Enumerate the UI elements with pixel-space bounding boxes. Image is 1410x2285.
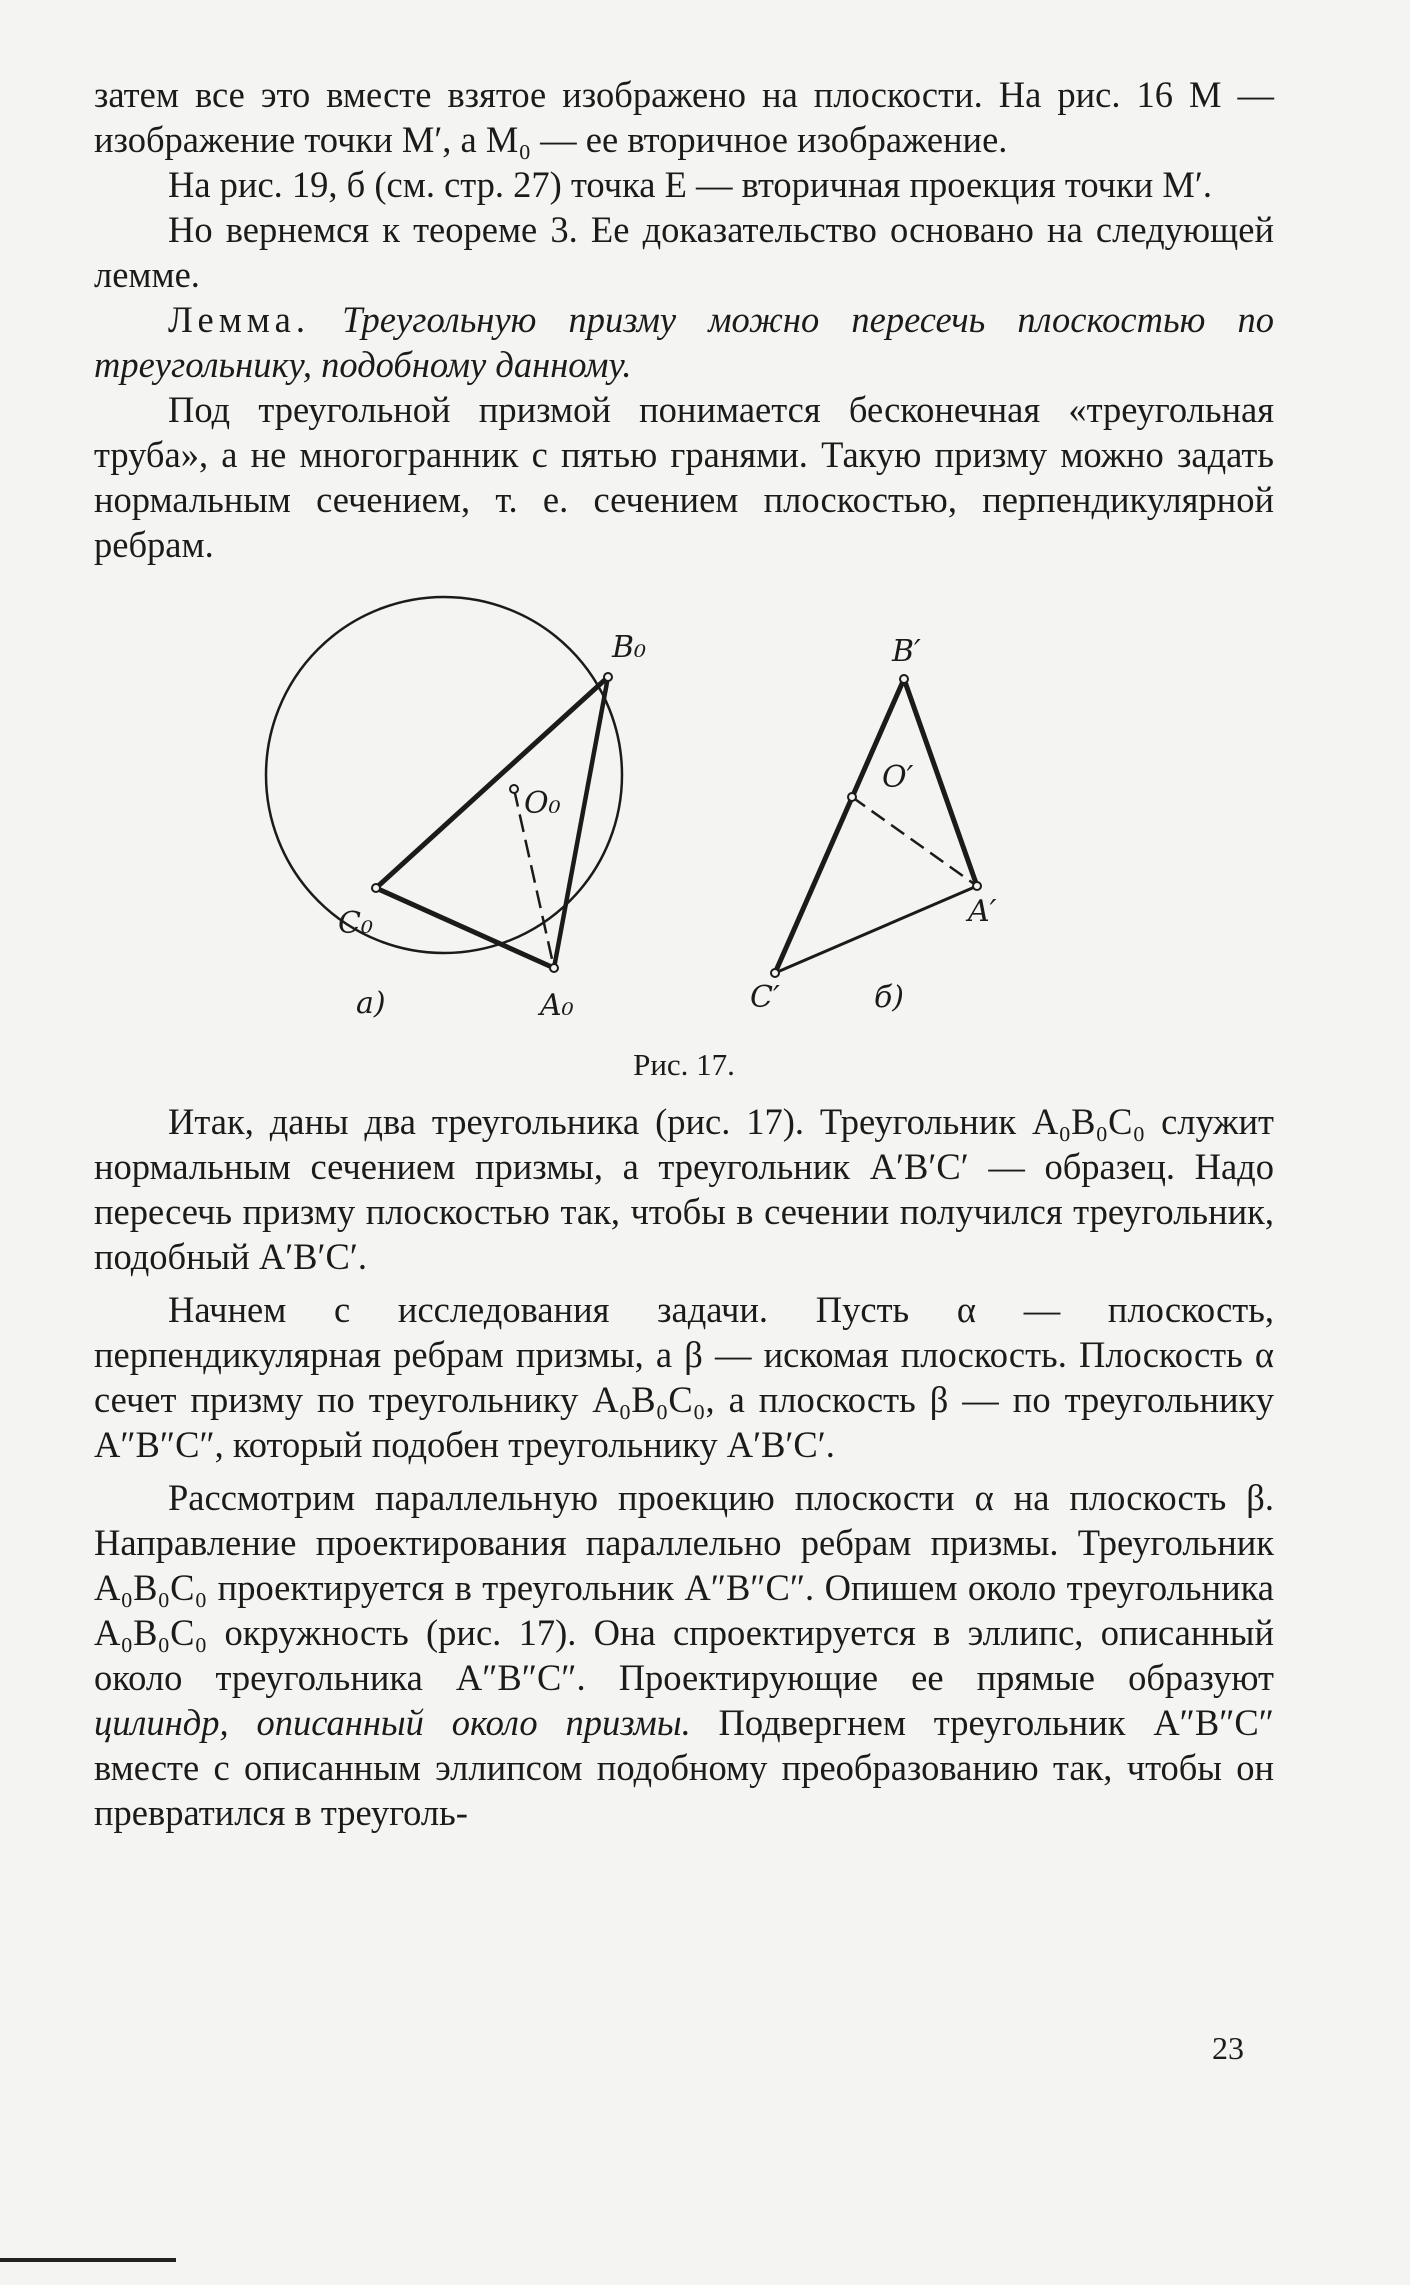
label-c1: C′ (750, 980, 780, 1015)
label-c0: C₀ (338, 906, 373, 941)
lemma-paragraph (94, 297, 1274, 387)
median-dashed-right (852, 797, 977, 886)
page-number: 23 (1212, 2030, 1244, 2066)
label-b0: B₀ (612, 630, 647, 665)
lemma-text: Треугольную призму можно пересечь плоскостью по треугольнику, подобному данному. (94, 299, 1274, 385)
figure-17-drawing (94, 575, 1274, 1045)
point-a0 (550, 964, 558, 972)
point-o1 (848, 793, 856, 801)
point-a1 (973, 882, 981, 890)
point-o0 (510, 785, 518, 793)
point-c0 (372, 884, 380, 892)
label-part-b: б) (874, 980, 905, 1015)
label-a0: A₀ (540, 988, 574, 1023)
label-b1: B′ (892, 634, 921, 669)
lemma-label: Лемма. (168, 299, 310, 340)
label-o0: O₀ (524, 786, 561, 821)
paragraph-7: Начнем с исследования задачи. Пусть α — плоскость, перпендикулярная ребрам призмы, а β — искомая плоскость. Плоскость α сечет призму по треугольнику A₀B₀C₀, а плоскость β — по треугольнику A″B″C″, который подобен треугольнику A′B′C′. (94, 1289, 1274, 1465)
paragraph-1: затем все это вместе взятое изображено на плоскости. На рис. 16 M — изображение точки M′, а M₀ — ее вторичное изображение. (94, 74, 1274, 160)
point-b1 (900, 675, 908, 683)
page-body (94, 72, 1274, 1835)
paragraph-8-part-b: Подвергнем треугольник A″B″C″ вместе с описанным эллипсом подобному преобразованию так, чтобы он превратился в треуголь- (94, 1702, 1274, 1833)
paragraph-6: Итак, даны два треугольника (рис. 17). Треугольник A₀B₀C₀ служит нормальным сечением призмы, а треугольник A′B′C′ — образец. Надо пересечь призму плоскостью так, чтобы в сечении получился треугольник, подобный A′B′C′. (94, 1101, 1274, 1277)
paragraph-8 (94, 1475, 1274, 1835)
paragraph-2: На рис. 19, б (см. стр. 27) точка E — вторичная проекция точки M′. (168, 164, 1212, 205)
paragraph-5: Под треугольной призмой понимается бесконечная «треугольная труба», а не многогранник с пятью гранями. Такую призму можно задать нормальным сечением, т. е. сечением плоскостью, перпендикулярной ребрам. (94, 389, 1274, 565)
label-o1: O′ (882, 760, 914, 795)
paragraph-8-italic: цилиндр, описанный около призмы. (94, 1702, 691, 1743)
figure-caption: Рис. 17. (633, 1047, 735, 1082)
label-part-a: а) (356, 986, 386, 1021)
paragraph-3: Но вернемся к теореме 3. Ее доказательство основано на следующей лемме. (94, 209, 1274, 295)
point-b0 (604, 673, 612, 681)
figure-17 (94, 575, 1274, 1045)
paragraph-8-part-a: Рассмотрим параллельную проекцию плоскости α на плоскость β. Направление проектирования параллельно ребрам призмы. Треугольник A₀B₀C₀ проектируется в треугольник A″B″C″. Опишем около треугольника A₀B₀C₀ окружность (рис. 17). Она спроектируется в эллипс, описанный около треугольника A″B″C″. Проектирующие ее прямые образуют (94, 1477, 1274, 1698)
side-c0-a0 (376, 888, 554, 968)
side-b1-c1 (775, 679, 904, 973)
point-c1 (771, 969, 779, 977)
side-b1-a1 (904, 679, 977, 886)
scan-edge-mark (0, 2258, 176, 2262)
label-a1: A′ (968, 894, 997, 929)
